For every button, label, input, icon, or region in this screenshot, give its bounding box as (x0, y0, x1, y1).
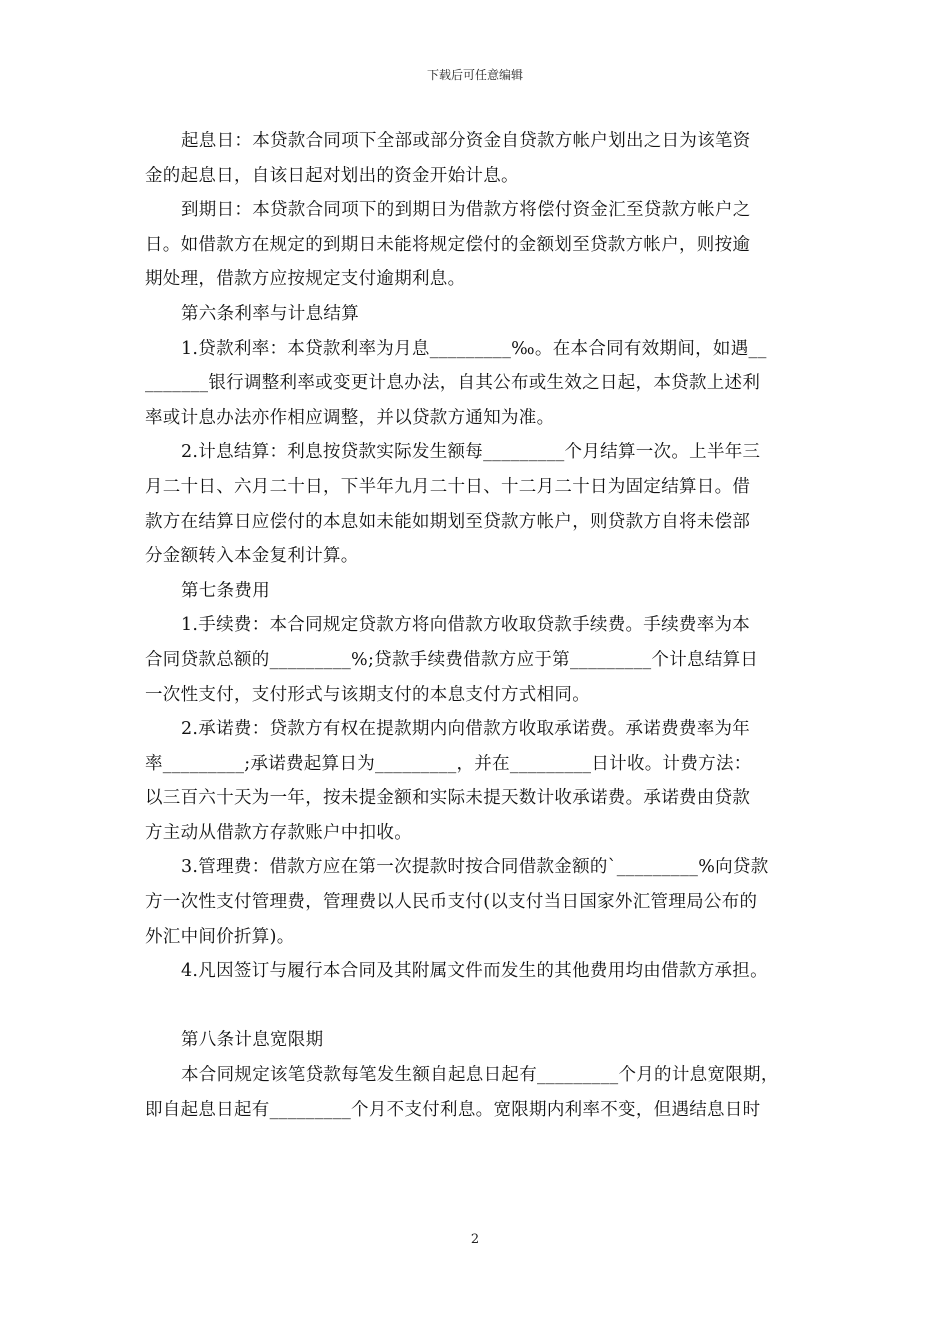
text-line: 合同贷款总额的_________%;贷款手续费借款方应于第_________个计息结算日 (145, 649, 759, 670)
blank-line (145, 989, 811, 1024)
text-line: 日。如借款方在规定的到期日未能将规定偿付的金额划至贷款方帐户，则按逾 (145, 234, 751, 255)
text-line: 月二十日、六月二十日，下半年九月二十日、十二月二十日为固定结算日。借 (145, 476, 751, 497)
text-line: 外汇中间价折算)。 (145, 926, 295, 947)
text-line: 1.贷款利率：本贷款利率为月息_________‰。在本合同有效期间，如遇__ (181, 338, 767, 359)
text-line: 2.计息结算：利息按贷款实际发生额每_________个月结算一次。上半年三 (181, 442, 761, 463)
text-line: 3.管理费：借款方应在第一次提款时按合同借款金额的`_________%向贷款 (181, 857, 769, 878)
text-line: 2.承诺费：贷款方有权在提款期内向借款方收取承诺费。承诺费费率为年 (181, 719, 751, 740)
text-line: 金的起息日，自该日起对划出的资金开始计息。 (145, 165, 519, 186)
text-line: _______银行调整利率或变更计息办法，自其公布或生效之日起，本贷款上述利 (145, 373, 761, 394)
text-line: 期处理，借款方应按规定支付逾期利息。 (145, 269, 466, 290)
text-line: 第八条计息宽限期 (181, 1030, 324, 1051)
text-line: 以三百六十天为一年，按未提金额和实际未提天数计收承诺费。承诺费由贷款 (145, 788, 751, 809)
text-line: 第六条利率与计息结算 (181, 303, 359, 324)
text-line: 率或计息办法亦作相应调整，并以贷款方通知为准。 (145, 407, 555, 428)
text-line: 第七条费用 (181, 580, 270, 601)
text-line: 一次性支付，支付形式与该期支付的本息支付方式相同。 (145, 684, 590, 705)
document-body (145, 124, 811, 1127)
text-line: 方主动从借款方存款账户中扣收。 (145, 822, 412, 843)
text-line: 4.凡因签订与履行本合同及其附属文件而发生的其他费用均由借款方承担。 (181, 961, 768, 982)
text-line: 1.手续费：本合同规定贷款方将向借款方收取贷款手续费。手续费率为本 (181, 615, 751, 636)
text-line: 起息日：本贷款合同项下全部或部分资金自贷款方帐户划出之日为该笔资 (181, 131, 751, 151)
text-line: 分金额转入本金复利计算。 (145, 546, 359, 567)
text-line: 款方在结算日应偿付的本息如未能如期划至贷款方帐户，则贷款方自将未偿部 (145, 511, 751, 532)
page-header: 下载后可任意编辑 (426, 68, 523, 82)
text-line: 到期日：本贷款合同项下的到期日为借款方将偿付资金汇至贷款方帐户之 (181, 200, 751, 221)
text-line: 率_________;承诺费起算日为_________，并在_________日计收。计费方法： (145, 753, 752, 774)
page-number: 2 (470, 1232, 480, 1247)
text-line: 本合同规定该笔贷款每笔发生额自起息日起有_________个月的计息宽限期， (181, 1065, 779, 1086)
text-line: 即自起息日起有_________个月不支付利息。宽限期内利率不变，但遇结息日时 (145, 1099, 761, 1120)
text-line: 方一次性支付管理费，管理费以人民币支付(以支付当日国家外汇管理局公布的 (145, 892, 758, 913)
